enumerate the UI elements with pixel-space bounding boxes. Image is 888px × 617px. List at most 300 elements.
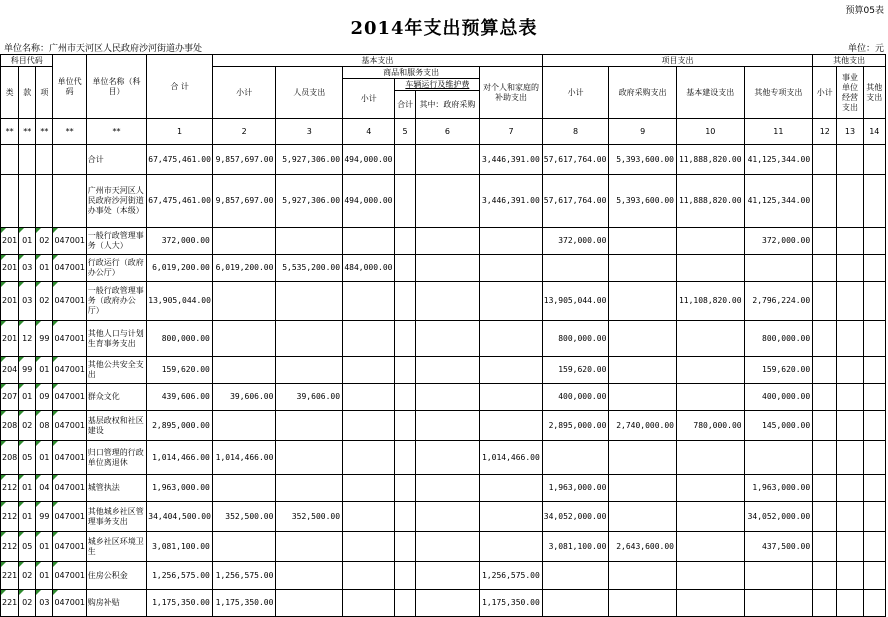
cell-empty xyxy=(837,145,863,175)
cell-bsub xyxy=(212,321,276,357)
table-row xyxy=(1,384,886,411)
cell-oth: 2,796,224.00 xyxy=(744,282,813,321)
cell-empty xyxy=(813,175,837,228)
cell-bsub: 1,014,466.00 xyxy=(212,441,276,475)
cell-sec xyxy=(19,145,36,175)
cell-total: 159,620.00 xyxy=(147,357,213,384)
cell-pers xyxy=(276,357,343,384)
cell-pers: 5,927,306.00 xyxy=(276,175,343,228)
cell-cat: 212 xyxy=(1,532,19,562)
cell-indiv: 1,175,350.00 xyxy=(480,590,543,617)
cell-gsub xyxy=(343,321,395,357)
cell-pers xyxy=(276,532,343,562)
cell-psub: 13,905,044.00 xyxy=(542,282,609,321)
cell-pers xyxy=(276,441,343,475)
cell-pers xyxy=(276,228,343,255)
cell-empty xyxy=(837,175,863,228)
table-row xyxy=(1,282,886,321)
project-subtotal-header: 小计 xyxy=(542,67,609,119)
cell-sec: 01 xyxy=(19,384,36,411)
cell-code: 047001 xyxy=(53,562,86,590)
cell-oth: 41,125,344.00 xyxy=(744,175,813,228)
cell-itm: 08 xyxy=(36,411,53,441)
cell-empty xyxy=(813,411,837,441)
cell-cat: 208 xyxy=(1,441,19,475)
section-header: 款 xyxy=(19,67,36,119)
page-title: 2014年支出预算总表 xyxy=(350,18,538,39)
cell-empty xyxy=(813,145,837,175)
cell-empty xyxy=(837,562,863,590)
cell-pers: 5,535,200.00 xyxy=(276,255,343,282)
table-row xyxy=(1,145,886,175)
cell-empty xyxy=(415,175,480,228)
cell-empty xyxy=(863,532,885,562)
cell-gsub: 494,000.00 xyxy=(343,175,395,228)
cell-gsub xyxy=(343,357,395,384)
cell-empty xyxy=(863,502,885,532)
cell-itm: 01 xyxy=(36,255,53,282)
cell-oth: 437,500.00 xyxy=(744,532,813,562)
cell-gsub xyxy=(343,562,395,590)
cell-sec: 03 xyxy=(19,255,36,282)
cell-indiv xyxy=(480,502,543,532)
cell-name: 城乡社区环境卫生 xyxy=(86,532,147,562)
cell-empty xyxy=(813,282,837,321)
cell-oth: 159,620.00 xyxy=(744,357,813,384)
cell-psub: 57,617,764.00 xyxy=(542,145,609,175)
cell-oth: 400,000.00 xyxy=(744,384,813,411)
table-row xyxy=(1,411,886,441)
cell-empty xyxy=(863,321,885,357)
cell-gsub xyxy=(343,384,395,411)
cell-empty xyxy=(395,590,415,617)
cell-cap: 11,888,820.00 xyxy=(676,145,744,175)
cell-gov xyxy=(609,441,677,475)
cell-empty xyxy=(415,384,480,411)
budget-table xyxy=(0,54,886,617)
cell-itm: 03 xyxy=(36,590,53,617)
cell-code: 047001 xyxy=(53,282,86,321)
cell-empty xyxy=(415,228,480,255)
cell-bsub: 6,019,200.00 xyxy=(212,255,276,282)
cell-indiv: 1,256,575.00 xyxy=(480,562,543,590)
cell-empty xyxy=(415,562,480,590)
cell-itm: 02 xyxy=(36,282,53,321)
cell-total: 439,606.00 xyxy=(147,384,213,411)
cell-indiv xyxy=(480,321,543,357)
cell-gsub xyxy=(343,532,395,562)
cell-empty xyxy=(837,228,863,255)
cell-pers: 352,500.00 xyxy=(276,502,343,532)
cell-gov xyxy=(609,357,677,384)
cell-code: 047001 xyxy=(53,441,86,475)
cell-code xyxy=(53,175,86,228)
cell-gov: 2,643,600.00 xyxy=(609,532,677,562)
cell-cap: 780,000.00 xyxy=(676,411,744,441)
cell-itm: 01 xyxy=(36,562,53,590)
cell-sec: 02 xyxy=(19,590,36,617)
cell-empty xyxy=(863,282,885,321)
cell-empty xyxy=(837,357,863,384)
cell-total: 6,019,200.00 xyxy=(147,255,213,282)
cell-gov xyxy=(609,475,677,502)
cell-indiv: 3,446,391.00 xyxy=(480,145,543,175)
cell-psub: 3,081,100.00 xyxy=(542,532,609,562)
cell-itm: 09 xyxy=(36,384,53,411)
column-index-cell: 8 xyxy=(542,119,609,145)
cell-cap xyxy=(676,228,744,255)
column-index-cell: ** xyxy=(86,119,147,145)
cell-bsub: 39,606.00 xyxy=(212,384,276,411)
cell-cat: 207 xyxy=(1,384,19,411)
other-expense-group-header: 其他支出 xyxy=(813,55,886,67)
cell-bsub xyxy=(212,357,276,384)
cell-psub: 372,000.00 xyxy=(542,228,609,255)
cell-cat: 201 xyxy=(1,321,19,357)
cell-oth xyxy=(744,590,813,617)
cell-sec: 05 xyxy=(19,532,36,562)
cell-code: 047001 xyxy=(53,411,86,441)
cell-name: 一般行政管理事务（政府办公厅） xyxy=(86,282,147,321)
cell-itm: 02 xyxy=(36,228,53,255)
cell-empty xyxy=(415,441,480,475)
cell-empty xyxy=(395,532,415,562)
cell-empty xyxy=(415,590,480,617)
cell-empty xyxy=(395,411,415,441)
table-row xyxy=(1,357,886,384)
cell-cap xyxy=(676,532,744,562)
cell-gsub xyxy=(343,282,395,321)
cell-empty xyxy=(863,384,885,411)
cell-gsub: 494,000.00 xyxy=(343,145,395,175)
cell-sec: 03 xyxy=(19,282,36,321)
total-header: 合 计 xyxy=(147,55,213,119)
column-index-cell: 11 xyxy=(744,119,813,145)
business-unit-header: 事业单位经营支出 xyxy=(837,67,863,119)
cell-pers: 5,927,306.00 xyxy=(276,145,343,175)
cell-sec: 02 xyxy=(19,562,36,590)
table-row xyxy=(1,590,886,617)
vm-gov-purchase-header: 其中：政府采购 xyxy=(415,91,480,119)
table-row xyxy=(1,502,886,532)
cell-indiv: 1,014,466.00 xyxy=(480,441,543,475)
cell-empty xyxy=(863,441,885,475)
basic-subtotal-header: 小计 xyxy=(212,67,276,119)
cell-bsub xyxy=(212,228,276,255)
cell-total: 67,475,461.00 xyxy=(147,145,213,175)
cell-bsub: 1,256,575.00 xyxy=(212,562,276,590)
column-index-cell: 14 xyxy=(863,119,885,145)
cell-code: 047001 xyxy=(53,384,86,411)
cell-bsub xyxy=(212,532,276,562)
cell-total: 800,000.00 xyxy=(147,321,213,357)
cell-total: 67,475,461.00 xyxy=(147,175,213,228)
cell-cap xyxy=(676,321,744,357)
cell-bsub xyxy=(212,475,276,502)
cell-pers xyxy=(276,321,343,357)
other-special-header: 其他专项支出 xyxy=(744,67,813,119)
cell-gsub xyxy=(343,590,395,617)
cell-pers: 39,606.00 xyxy=(276,384,343,411)
cell-empty xyxy=(415,282,480,321)
cell-oth: 800,000.00 xyxy=(744,321,813,357)
individual-family-header: 对个人和家庭的补助支出 xyxy=(480,67,543,119)
cell-cap xyxy=(676,384,744,411)
cell-sec: 05 xyxy=(19,441,36,475)
cell-total: 2,895,000.00 xyxy=(147,411,213,441)
other-subtotal-header: 小计 xyxy=(813,67,837,119)
form-code: 预算05表 xyxy=(845,6,884,16)
cell-gsub xyxy=(343,441,395,475)
cell-empty xyxy=(415,532,480,562)
column-index-cell: ** xyxy=(36,119,53,145)
cell-empty xyxy=(415,475,480,502)
cell-gov xyxy=(609,255,677,282)
column-index-cell: ** xyxy=(53,119,86,145)
cell-cat: 201 xyxy=(1,282,19,321)
cell-empty xyxy=(395,228,415,255)
cell-cat xyxy=(1,145,19,175)
cell-sec xyxy=(19,175,36,228)
cell-indiv xyxy=(480,532,543,562)
cell-code: 047001 xyxy=(53,475,86,502)
cell-sec: 01 xyxy=(19,475,36,502)
cell-bsub: 1,175,350.00 xyxy=(212,590,276,617)
cell-empty xyxy=(813,321,837,357)
cell-empty xyxy=(395,145,415,175)
cell-code: 047001 xyxy=(53,532,86,562)
cell-gsub xyxy=(343,502,395,532)
cell-empty xyxy=(813,357,837,384)
cell-empty xyxy=(813,502,837,532)
cell-indiv xyxy=(480,357,543,384)
cell-code xyxy=(53,145,86,175)
cell-pers xyxy=(276,562,343,590)
unit-name-label: 单位名称：广州市天河区人民政府沙河街道办事处 xyxy=(4,44,203,54)
cell-cat: 204 xyxy=(1,357,19,384)
cell-empty xyxy=(813,532,837,562)
cell-pers xyxy=(276,475,343,502)
cell-empty xyxy=(395,175,415,228)
cell-name: 行政运行（政府办公厅） xyxy=(86,255,147,282)
cell-name: 广州市天河区人民政府沙河街道办事处（本级） xyxy=(86,175,147,228)
cell-oth: 145,000.00 xyxy=(744,411,813,441)
cell-cat: 221 xyxy=(1,562,19,590)
column-index-cell: 13 xyxy=(837,119,863,145)
cell-indiv xyxy=(480,411,543,441)
cell-name: 其他公共安全支出 xyxy=(86,357,147,384)
cell-total: 1,014,466.00 xyxy=(147,441,213,475)
cell-empty xyxy=(415,321,480,357)
cell-empty xyxy=(837,532,863,562)
cell-cat: 201 xyxy=(1,255,19,282)
cell-empty xyxy=(395,502,415,532)
cell-cat: 212 xyxy=(1,502,19,532)
cell-empty xyxy=(863,145,885,175)
cell-gsub: 484,000.00 xyxy=(343,255,395,282)
cell-empty xyxy=(863,475,885,502)
cell-name: 基层政权和社区建设 xyxy=(86,411,147,441)
cell-gsub xyxy=(343,228,395,255)
column-index-cell: 10 xyxy=(676,119,744,145)
column-index-cell: 7 xyxy=(480,119,543,145)
cell-sec: 02 xyxy=(19,411,36,441)
cell-total: 1,175,350.00 xyxy=(147,590,213,617)
cell-psub xyxy=(542,441,609,475)
cell-itm xyxy=(36,145,53,175)
cell-gov xyxy=(609,321,677,357)
cell-bsub xyxy=(212,411,276,441)
cell-gsub xyxy=(343,411,395,441)
cell-cap xyxy=(676,475,744,502)
cell-psub: 800,000.00 xyxy=(542,321,609,357)
cell-name: 一般行政管理事务（人大） xyxy=(86,228,147,255)
cell-sec: 12 xyxy=(19,321,36,357)
cell-itm: 01 xyxy=(36,532,53,562)
cell-cat: 208 xyxy=(1,411,19,441)
cell-name: 购房补贴 xyxy=(86,590,147,617)
cell-empty xyxy=(415,145,480,175)
column-index-cell: 9 xyxy=(609,119,677,145)
unit-name-column-header: 单位名称（科目） xyxy=(86,55,147,119)
project-expense-header: 项目支出 xyxy=(542,55,812,67)
cell-indiv xyxy=(480,228,543,255)
cell-cap xyxy=(676,357,744,384)
cell-itm: 99 xyxy=(36,502,53,532)
cell-gov xyxy=(609,228,677,255)
cell-name: 群众文化 xyxy=(86,384,147,411)
cell-itm: 01 xyxy=(36,441,53,475)
cell-indiv xyxy=(480,384,543,411)
cell-oth xyxy=(744,562,813,590)
cell-empty xyxy=(863,228,885,255)
cell-name: 其他人口与计划生育事务支出 xyxy=(86,321,147,357)
cell-empty xyxy=(863,255,885,282)
cell-psub xyxy=(542,255,609,282)
cell-psub: 34,052,000.00 xyxy=(542,502,609,532)
subject-code-header: 科目代码 xyxy=(1,55,53,67)
column-index-cell: 12 xyxy=(813,119,837,145)
unit-code-header: 单位代码 xyxy=(53,55,86,119)
cell-empty xyxy=(395,384,415,411)
column-index-cell: 4 xyxy=(343,119,395,145)
cell-cap xyxy=(676,590,744,617)
cell-name: 其他城乡社区管理事务支出 xyxy=(86,502,147,532)
cell-oth xyxy=(744,255,813,282)
cell-code: 047001 xyxy=(53,228,86,255)
cell-sec: 01 xyxy=(19,502,36,532)
cell-total: 372,000.00 xyxy=(147,228,213,255)
cell-empty xyxy=(415,357,480,384)
personnel-header: 人员支出 xyxy=(276,67,343,119)
cell-oth: 1,963,000.00 xyxy=(744,475,813,502)
cell-indiv: 3,446,391.00 xyxy=(480,175,543,228)
cell-name: 合计 xyxy=(86,145,147,175)
cell-itm xyxy=(36,175,53,228)
cell-empty xyxy=(415,502,480,532)
cell-psub: 1,963,000.00 xyxy=(542,475,609,502)
cell-cap xyxy=(676,562,744,590)
cell-indiv xyxy=(480,475,543,502)
cell-empty xyxy=(863,590,885,617)
cell-itm: 01 xyxy=(36,357,53,384)
cell-empty xyxy=(863,357,885,384)
table-row xyxy=(1,532,886,562)
cell-oth: 41,125,344.00 xyxy=(744,145,813,175)
table-row xyxy=(1,175,886,228)
cell-empty xyxy=(395,255,415,282)
cell-cat: 221 xyxy=(1,590,19,617)
cell-oth: 34,052,000.00 xyxy=(744,502,813,532)
cell-oth xyxy=(744,441,813,475)
cell-empty xyxy=(837,384,863,411)
table-row xyxy=(1,228,886,255)
cell-itm: 04 xyxy=(36,475,53,502)
cell-psub xyxy=(542,590,609,617)
gov-purchase-header: 政府采购支出 xyxy=(609,67,677,119)
column-index-cell: 3 xyxy=(276,119,343,145)
column-index-cell: ** xyxy=(1,119,19,145)
cell-gov: 5,393,600.00 xyxy=(609,175,677,228)
cell-pers xyxy=(276,590,343,617)
cell-empty xyxy=(837,255,863,282)
cell-empty xyxy=(837,441,863,475)
cell-empty xyxy=(837,475,863,502)
cell-gov xyxy=(609,384,677,411)
cell-cap: 11,888,820.00 xyxy=(676,175,744,228)
cell-oth: 372,000.00 xyxy=(744,228,813,255)
table-row xyxy=(1,255,886,282)
cell-name: 城管执法 xyxy=(86,475,147,502)
cell-empty xyxy=(415,411,480,441)
cell-code: 047001 xyxy=(53,255,86,282)
other-expense-header: 其他支出 xyxy=(863,67,885,119)
cell-cap xyxy=(676,502,744,532)
cell-cap xyxy=(676,255,744,282)
cell-bsub: 352,500.00 xyxy=(212,502,276,532)
cell-itm: 99 xyxy=(36,321,53,357)
capital-header: 基本建设支出 xyxy=(676,67,744,119)
cell-empty xyxy=(837,282,863,321)
cell-total: 1,963,000.00 xyxy=(147,475,213,502)
cell-cat xyxy=(1,175,19,228)
cell-empty xyxy=(863,175,885,228)
cell-empty xyxy=(837,502,863,532)
cell-gov xyxy=(609,282,677,321)
cell-cat: 201 xyxy=(1,228,19,255)
cell-cap xyxy=(676,441,744,475)
cell-psub: 2,895,000.00 xyxy=(542,411,609,441)
cell-gov: 5,393,600.00 xyxy=(609,145,677,175)
cell-psub: 159,620.00 xyxy=(542,357,609,384)
column-index-cell: ** xyxy=(19,119,36,145)
cell-pers xyxy=(276,282,343,321)
cell-empty xyxy=(863,562,885,590)
category-header: 类 xyxy=(1,67,19,119)
cell-empty xyxy=(813,255,837,282)
cell-total: 13,905,044.00 xyxy=(147,282,213,321)
cell-empty xyxy=(813,475,837,502)
gs-subtotal-header: 小计 xyxy=(343,79,395,119)
cell-code: 047001 xyxy=(53,502,86,532)
cell-bsub: 9,857,697.00 xyxy=(212,145,276,175)
vm-total-header: 合计 xyxy=(395,91,415,119)
cell-name: 住房公积金 xyxy=(86,562,147,590)
cell-empty xyxy=(837,590,863,617)
cell-cat: 212 xyxy=(1,475,19,502)
cell-total: 1,256,575.00 xyxy=(147,562,213,590)
column-index-cell: 5 xyxy=(395,119,415,145)
